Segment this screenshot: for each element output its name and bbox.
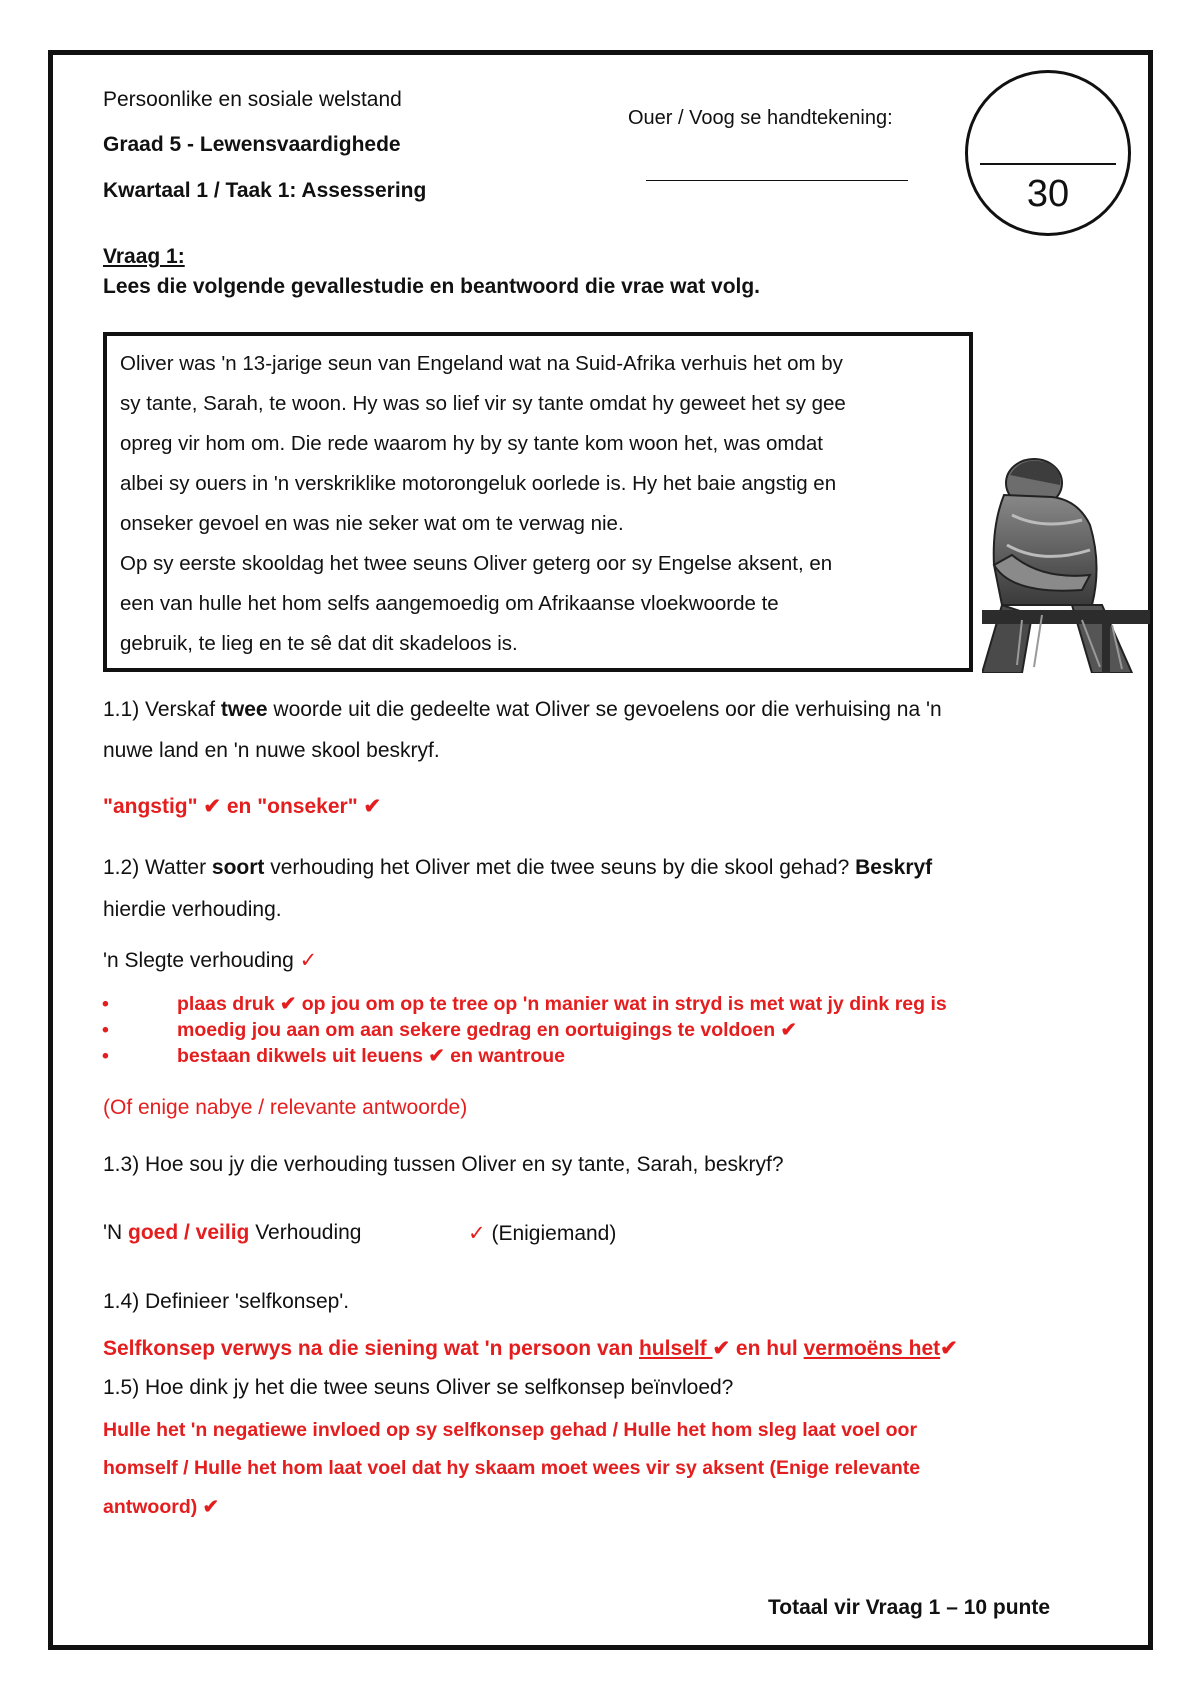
case-study-line: Op sy eerste skooldag het twee seuns Oliver geterg oor sy Engelse aksent, en [120,552,833,575]
question-instruction: Lees die volgende gevallestudie en beantwoord die vrae wat volg. [103,275,761,298]
answer-1-3 [103,1221,361,1245]
answer-1-3-post: Verhouding [249,1221,362,1244]
answer-1-3-mark [468,1221,616,1246]
q1-2-text-mid: verhouding het Oliver met die twee seuns by die skool gehad? [264,856,856,879]
case-study-line: sy tante, Sarah, te woon. Hy was so lief vir sy tante omdat hy geweet het sy gee [120,392,846,415]
q1-2-text-bold1: soort [211,856,265,879]
tick-icon: ✓ [299,949,318,972]
case-study-box [103,332,973,672]
bullet-icon: • [102,993,109,1015]
q1-2-text-bold2: Beskryf [855,856,933,879]
question-1-1-line2: nuwe land en 'n nuwe skool beskryf. [103,739,440,762]
answer-1-4-underline1: hulself [638,1337,713,1360]
bullet-icon: • [102,1019,109,1041]
answer-1-3-red: goed / veilig [128,1221,250,1244]
marks-circle [965,70,1131,236]
answer-1-1: "angstig" ✔ en "onseker" ✔ [103,795,382,818]
answer-bullet [102,992,947,1016]
subject-title: Persoonlike en sosiale welstand [103,88,402,111]
q1-2-text-pre: 1.2) Watter [103,856,212,879]
bullet-text: bestaan dikwels uit leuens ✔ en wantroue [177,1045,566,1067]
question-1-2 [103,856,932,880]
q1-1-text-post: woorde uit die gedeelte wat Oliver se gevoelens oor die verhuising na 'n [267,698,942,721]
answer-1-4 [103,1336,958,1361]
case-study-line: albei sy ouers in 'n verskriklike motorongeluk oorlede is. Hy het baie angstig en [120,472,837,495]
signature-label: Ouer / Voog se handtekening: [628,107,893,129]
answer-1-2-note: (Of enige nabye / relevante antwoorde) [103,1096,468,1119]
tick-icon: ✓ [468,1222,486,1245]
marks-line [980,163,1116,165]
term-title: Kwartaal 1 / Taak 1: Assessering [103,179,427,202]
answer-1-5-line: homself / Hulle het hom laat voel dat hy skaam moet wees vir sy aksent (Enige relevante [103,1457,921,1479]
question-total: Totaal vir Vraag 1 – 10 punte [768,1596,1051,1619]
signature-line[interactable] [646,180,908,181]
sad-boy-sketch-icon [982,455,1150,673]
bullet-text: plaas druk ✔ op jou om op te tree op 'n manier wat in stryd is met wat jy dink reg is [177,993,947,1015]
answer-1-2-text: 'n Slegte verhouding [103,949,300,972]
case-study-line: onseker gevoel en was nie seker wat om te verwag nie. [120,512,624,535]
question-title: Vraag 1: [103,245,185,268]
total-marks: 30 [1026,173,1070,215]
tick-icon: ✔ [940,1337,958,1360]
case-study-line: gebruik, te lieg en te sê dat dit skadeloos is. [120,632,518,655]
question-1-2-line2: hierdie verhouding. [103,898,282,921]
answer-1-5-line: antwoord) ✔ [103,1496,219,1518]
question-1-3: 1.3) Hoe sou jy die verhouding tussen Oliver en sy tante, Sarah, beskryf? [103,1153,784,1176]
case-study-line: Oliver was 'n 13-jarige seun van Engeland wat na Suid-Afrika verhuis het om by [120,352,843,375]
answer-1-4-pre: Selfkonsep verwys na die siening wat 'n persoon van [103,1337,639,1360]
q1-1-text-bold: twee [220,698,268,721]
question-1-5: 1.5) Hoe dink jy het die twee seuns Oliver se selfkonsep beïnvloed? [103,1376,734,1399]
answer-1-3-note: (Enigiemand) [491,1222,617,1245]
question-1-4: 1.4) Definieer 'selfkonsep'. [103,1290,350,1313]
answer-1-4-underline2: vermoëns het [803,1337,941,1360]
case-study-line: opreg vir hom om. Die rede waarom hy by sy tante kom woon het, was omdat [120,432,824,455]
answer-1-2 [103,948,317,973]
answer-bullet [102,1044,565,1068]
answer-bullet [102,1018,797,1042]
answer-1-3-pre: 'N [103,1221,129,1244]
bullet-text: moedig jou aan om aan sekere gedrag en oortuigings te voldoen ✔ [177,1019,797,1041]
bullet-icon: • [102,1045,109,1067]
answer-1-4-mid: ✔ en hul [712,1337,804,1360]
q1-1-text-pre: 1.1) Verskaf [103,698,221,721]
case-study-line: een van hulle het hom selfs aangemoedig om Afrikaanse vloekwoorde te [120,592,779,615]
grade-title: Graad 5 - Lewensvaardighede [103,133,401,156]
question-1-1 [103,698,942,722]
answer-1-5-line: Hulle het 'n negatiewe invloed op sy selfkonsep gehad / Hulle het hom sleg laat voel oor [103,1419,918,1441]
